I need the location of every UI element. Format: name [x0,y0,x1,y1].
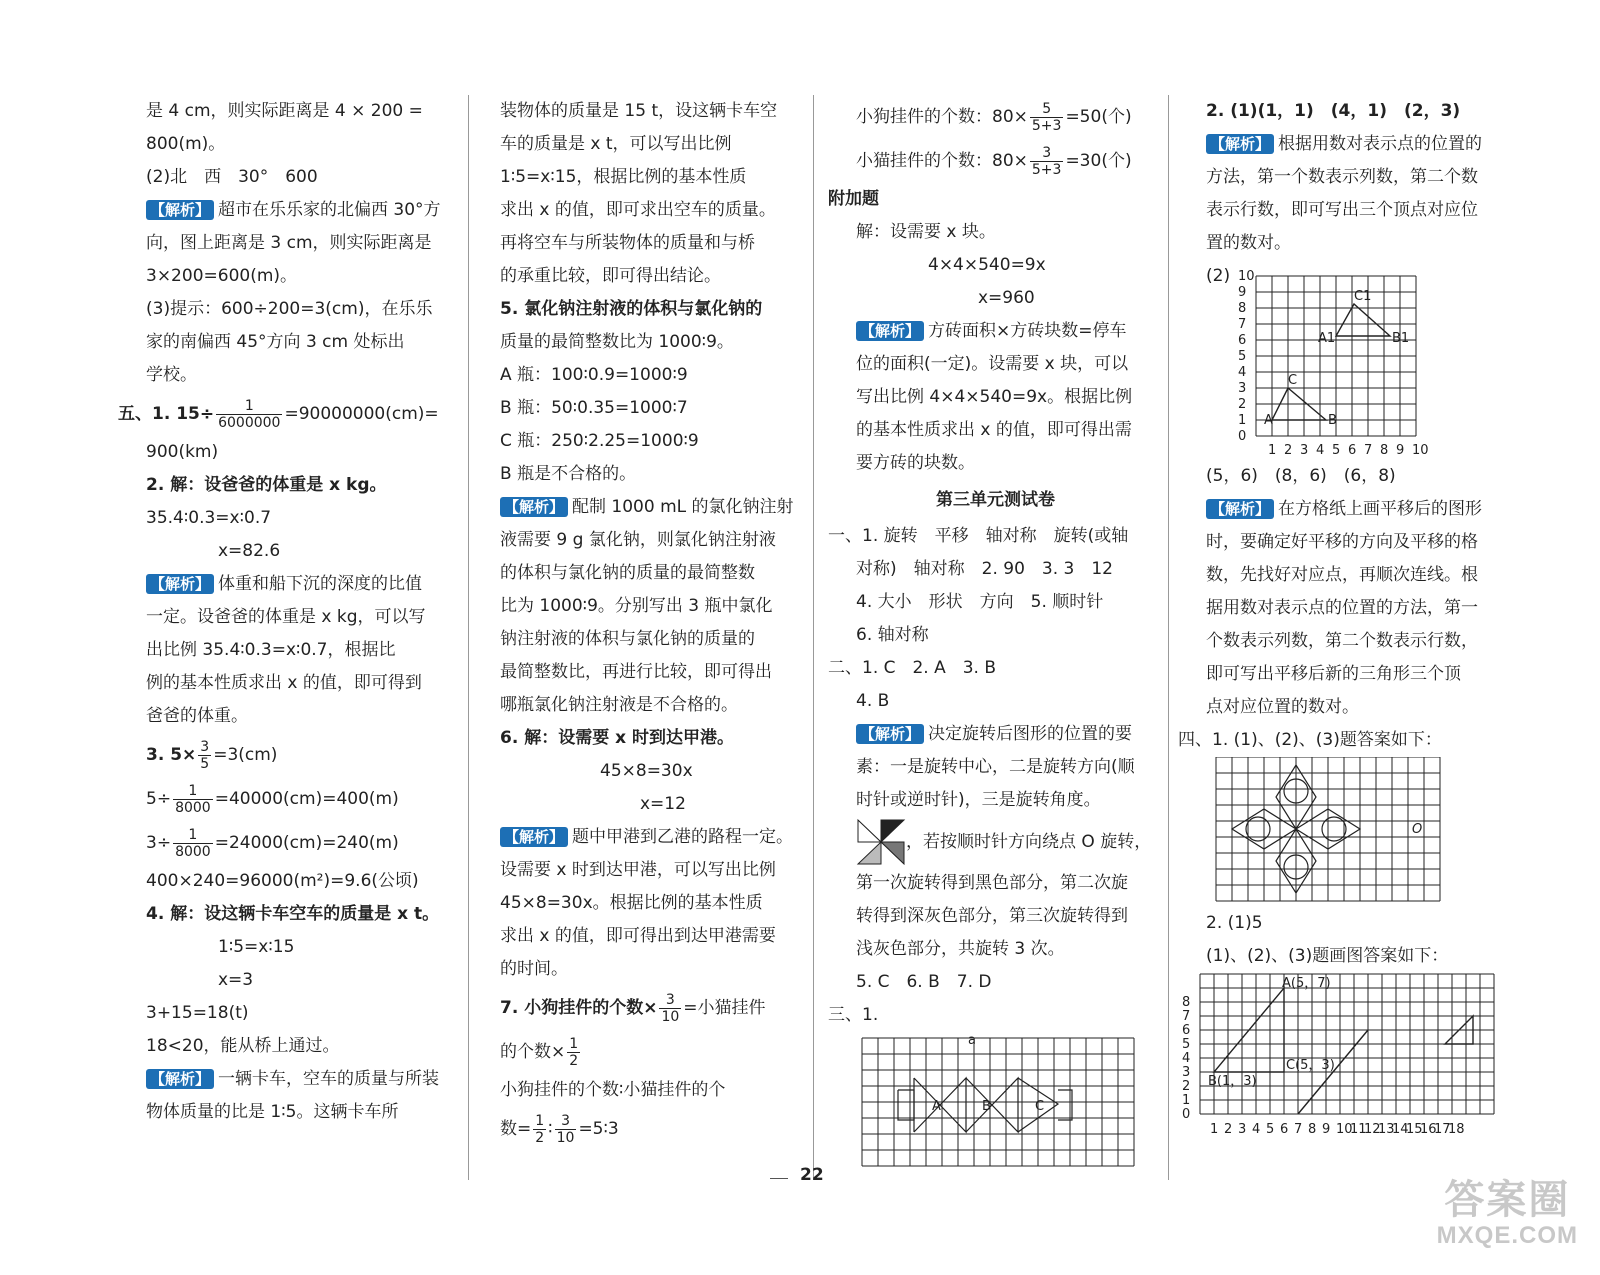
analysis-tag: 【解析】 [856,321,924,341]
pinwheel-line [828,817,1163,867]
text-line: 表示行数，即可写出三个顶点对应位 [1206,200,1478,220]
tick-label: 1 [1268,443,1277,458]
numerator: 1 [173,827,213,844]
unit-title: 第三单元测试卷 [936,490,1055,510]
label-C: C [1288,373,1298,388]
text-line: 最简整数比，再进行比较，即可得出 [500,662,772,682]
text-line: x=82.6 [218,541,281,561]
text-line: 向，图上距离是 3 cm，则实际距离是 [146,233,432,253]
label-O: O [1412,822,1423,837]
text-line: 例的基本性质求出 x 的值，即可得到 [146,673,422,693]
numerator: 3 [555,1113,577,1130]
denominator: 2 [535,1129,545,1146]
text-line: 4×4×540=9x [928,255,1046,275]
text: =5∶3 [578,1119,619,1139]
text: 3. 5× [146,745,197,765]
coordinate-grid-3 [1178,973,1583,1137]
text-line: 装物体的质量是 15 t，设这辆卡车空 [500,101,778,121]
tick-label: 8 [1182,995,1191,1010]
text-line: 位的面积(一定)。设需要 x 块，可以 [856,354,1129,374]
text: =30(个) [1065,151,1132,171]
tick-label: 4 [1252,1122,1261,1137]
fraction [173,783,213,816]
tick-label: 9 [1396,443,1405,458]
column-divider [1168,95,1169,1180]
text: =50(个) [1065,107,1132,127]
fraction [555,1113,577,1146]
text-line: 的承重比较，即可得出结论。 [500,266,721,286]
tick-label: 6 [1182,1023,1191,1038]
analysis-tag: 【解析】 [500,497,568,517]
text: 3÷ [146,833,172,853]
analysis-line [500,491,802,524]
text-line: 18<20，能从桥上通过。 [146,1036,340,1056]
label-C1: C1 [1354,289,1372,304]
formula-line [118,821,456,865]
text-line: B 瓶：50∶0.35=1000∶7 [500,398,688,418]
tick-label: 5 [1332,443,1341,458]
tick-label: 10 [1238,269,1255,284]
watermark-text: 答案圈 [1444,1178,1571,1222]
tick-label: 2 [1238,397,1247,412]
text-line: 据用数对表示点的位置的方法，第一 [1206,598,1478,618]
text-line: 4. B [856,691,890,711]
text: 一辆卡车，空车的质量与所装 [218,1069,440,1089]
text-line: 设需要 x 时到达甲港，可以写出比例 [500,860,776,880]
analysis-tag: 【解析】 [146,574,214,594]
numerator: 1 [569,1035,579,1052]
tick-label: 5 [1266,1122,1275,1137]
column-2 [500,95,802,1151]
text-line: 第一次旋转得到黑色部分，第二次旋 [856,873,1128,893]
analysis-tag: 【解析】 [500,827,568,847]
analysis-tag: 【解析】 [1206,134,1274,154]
text-line: 3×200=600(m)。 [146,266,298,286]
text-line: 质量的最简整数比为 1000∶9。 [500,332,734,352]
grid-label-a: a [968,1033,976,1048]
tick-label: 10 [1336,1122,1353,1137]
text-line: 要方砖的块数。 [856,453,975,473]
text-line: 出比例 35.4∶0.3=x∶0.7，根据比 [146,640,396,660]
numerator: 3 [200,738,210,755]
text-line: x=3 [218,970,254,990]
text-line: 5. C 6. B 7. D [856,972,992,992]
tick-label: 1 [1238,413,1247,428]
tick-label: 13 [1378,1122,1395,1137]
text-line: 6. 轴对称 [856,625,929,645]
tick-label: 14 [1392,1122,1409,1137]
rotation-grid [1178,757,1583,907]
column-divider [813,95,814,1180]
text-line: (2)北 西 30° 600 [146,167,318,187]
column-3 [828,95,1163,1174]
text-line: 车的质量是 x t，可以写出比例 [500,134,732,154]
symmetry-grid [828,1032,1163,1174]
text-line: A 瓶：100∶0.9=1000∶9 [500,365,688,385]
denominator: 5+3 [1031,161,1062,178]
text: 决定旋转后图形的位置的要 [928,724,1133,744]
denominator: 5+3 [1031,117,1062,134]
tick-label: 12 [1364,1122,1381,1137]
text-line: 4. 大小 形状 方向 5. 顺时针 [856,592,1104,612]
text-line: 3+15=18(t) [146,1003,249,1023]
text: 7. 小狗挂件的个数× [500,998,658,1018]
text-line: 转得到深灰色部分，第三次旋转得到 [856,906,1128,926]
fraction [659,992,681,1025]
text-line: 45×8=30x。根据比例的基本性质 [500,893,763,913]
tick-label: 1 [1210,1122,1219,1137]
tick-label: 9 [1322,1122,1331,1137]
tick-label: 4 [1238,365,1247,380]
denominator: 8000 [175,843,211,860]
numerator: 1 [535,1112,545,1129]
analysis-tag: 【解析】 [146,1069,214,1089]
footer-dash [770,1178,788,1179]
label-A57: A(5，7) [1282,976,1331,991]
text-line: 的基本性质求出 x 的值，即可得出需 [856,420,1132,440]
formula-line [118,777,456,821]
text-line: 900(km) [146,442,219,462]
text-line: 的体积与氯化钠的质量的最简整数 [500,563,755,583]
watermark-url: MXQE.COM [1436,1222,1578,1249]
formula-line [828,139,1163,183]
text: 五、1. 15÷ [118,404,215,424]
label-C53: C(5，3) [1286,1058,1335,1073]
analysis-line [500,821,802,854]
tick-label: 5 [1238,349,1247,364]
analysis-tag: 【解析】 [856,724,924,744]
analysis-line [118,1063,456,1096]
text: =3(cm) [213,745,278,765]
analysis-tag: 【解析】 [1206,499,1274,519]
tick-label: 9 [1238,285,1247,300]
formula-line [500,1030,802,1074]
text: 方砖面积×方砖块数=停车 [928,321,1127,341]
text-line: 对称) 轴对称 2. 90 3. 3 12 [856,559,1113,579]
text-line: 置的数对。 [1206,233,1291,253]
text: 在方格纸上画平移后的图形 [1278,499,1483,519]
text-line: (3)提示：600÷200=3(cm)，在乐乐 [146,299,433,319]
pinwheel-figure [856,818,906,866]
rotation-grid-svg [1210,757,1450,903]
text-line: x=960 [978,288,1035,308]
column-4 [1178,95,1583,1137]
fraction [216,398,282,431]
tick-label: 17 [1434,1122,1451,1137]
text-line: 800(m)。 [146,134,226,154]
tick-label: 7 [1294,1122,1303,1137]
tick-label: 3 [1182,1065,1191,1080]
numerator: 3 [659,992,681,1009]
text: 根据用数对表示点的位置的 [1278,134,1483,154]
text-line: 方法，第一个数表示列数，第二个数 [1206,167,1478,187]
text-line: 四、1. (1)、(2)、(3)题答案如下： [1178,730,1442,750]
column-1 [118,95,456,1129]
fraction [1030,101,1064,134]
watermark [1437,1178,1578,1250]
denominator: 8000 [175,799,211,816]
formula-line [118,733,456,777]
label-B13: B(1，3) [1208,1074,1257,1089]
text-line: 学校。 [146,365,197,385]
denominator: 2 [569,1052,579,1069]
text: 超市在乐乐家的北偏西 30°方 [218,200,441,220]
tick-label: 10 [1412,443,1429,458]
text-line: 时，要确定好平移的方向及平移的格 [1206,532,1478,552]
text-line: 求出 x 的值，即可得出到达甲港需要 [500,926,776,946]
text-line: 5. 氯化钠注射液的体积与氯化钠的 [500,299,763,319]
text-line: (1)、(2)、(3)题画图答案如下： [1206,946,1449,966]
analysis-line [1178,128,1583,161]
analysis-line [828,315,1163,348]
page-number: 22 [800,1165,824,1185]
tick-label: 1 [1182,1093,1191,1108]
text-line: 400×240=96000(m²)=9.6(公顷) [146,871,419,891]
text-line: 35.4∶0.3=x∶0.7 [146,508,272,528]
tick-label: 18 [1448,1122,1465,1137]
text-line: 钠注射液的体积与氯化钠的质量的 [500,629,755,649]
text: 小猫挂件的个数：80× [856,151,1028,171]
fraction [173,827,213,860]
grid-label-B: B [982,1099,991,1114]
fraction [533,1113,546,1146]
formula-line [828,95,1163,139]
text-line: 1∶5=x∶15 [218,937,295,957]
analysis-line [1178,493,1583,526]
text-line: 解：设需要 x 块。 [856,222,996,242]
text-line: 一定。设爸爸的体重是 x kg，可以写 [146,607,426,627]
text-line: 4. 解：设这辆卡车空车的质量是 x t。 [146,904,440,924]
text-line: 一、1. 旋转 平移 轴对称 旋转(或轴 [828,526,1129,546]
text-line: 2. (1)5 [1206,913,1263,933]
text-line: 6. 解：设需要 x 时到达甲港。 [500,728,735,748]
tick-label: 15 [1406,1122,1423,1137]
formula-line [500,1107,802,1151]
tick-label: 2 [1284,443,1293,458]
analysis-line [118,194,456,227]
tick-label: 0 [1182,1107,1191,1122]
label-A: A [1264,413,1273,428]
text-line: 写出比例 4×4×540=9x。根据比例 [856,387,1133,407]
tick-label: 7 [1238,317,1247,332]
text-line: 数，先找好对应点，再顺次连线。根 [1206,565,1478,585]
text: 配制 1000 mL 的氯化钠注射 [572,497,794,517]
tick-label: 11 [1350,1122,1367,1137]
text-line: 45×8=30x [600,761,693,781]
text-line: 2. (1)(1，1) (4，1) (2，3) [1206,101,1461,121]
text-line: 爸爸的体重。 [146,706,248,726]
grid-label-C: C [1035,1099,1045,1114]
text: =小猫挂件 [683,998,766,1018]
text-line: 求出 x 的值，即可求出空车的质量。 [500,200,776,220]
tick-label: 8 [1238,301,1247,316]
tick-label: 0 [1238,429,1247,444]
grid-label-A: A [932,1099,941,1114]
label-B: B [1328,413,1337,428]
text: 体重和船下沉的深度的比值 [218,574,423,594]
fraction [567,1036,580,1069]
formula-line [500,986,802,1030]
text-line: 是 4 cm，则实际距离是 4 × 200 = [146,101,423,121]
grid-3-svg [1178,973,1518,1137]
tick-label: 4 [1316,443,1325,458]
text: ，若按顺时针方向绕点 O 旋转， [906,832,1152,852]
text: 小狗挂件的个数：80× [856,107,1028,127]
text: =90000000(cm)= [284,404,439,424]
text-line: 物体质量的比是 1∶5。这辆卡车所 [146,1102,399,1122]
text-line: x=12 [640,794,686,814]
text: 数= [500,1119,532,1139]
text-line: 点对应位置的数对。 [1206,697,1359,717]
coordinate-grid-1 [1178,260,1583,460]
grid-1-svg [1230,264,1430,460]
text-line: (5，6) (8，6) (6，8) [1206,466,1396,486]
analysis-line [118,568,456,601]
section-heading: 附加题 [828,189,879,209]
label-B1: B1 [1392,331,1410,346]
text: 题中甲港到乙港的路程一定。 [572,827,794,847]
fraction [198,739,211,772]
denominator: 10 [556,1129,575,1146]
text-line: 液需要 9 g 氯化钠，则氯化钠注射液 [500,530,776,550]
tick-label: 2 [1224,1122,1233,1137]
tick-label: 2 [1182,1079,1191,1094]
tick-label: 16 [1420,1122,1437,1137]
text-line: 二、1. C 2. A 3. B [828,658,997,678]
text: =24000(cm)=240(m) [214,833,399,853]
text: ∶ [548,1119,553,1139]
text-line: 1∶5=x∶15，根据比例的基本性质 [500,167,747,187]
column-divider [468,95,469,1180]
numerator: 5 [1030,101,1064,118]
text: (2) [1206,266,1231,286]
text-line: 家的南偏西 45°方向 3 cm 处标出 [146,332,405,352]
fraction [1030,145,1064,178]
denominator: 10 [661,1008,680,1025]
tick-label: 8 [1380,443,1389,458]
text: =40000(cm)=400(m) [214,789,399,809]
text-line: C 瓶：250∶2.25=1000∶9 [500,431,699,451]
denominator: 5 [200,755,210,772]
formula-line [118,392,456,436]
text-line: 时针或逆时针)，三是旋转角度。 [856,790,1101,810]
tick-label: 3 [1238,381,1247,396]
numerator: 3 [1030,145,1064,162]
numerator: 1 [216,398,282,415]
text-line: 三、1. [828,1005,879,1025]
text-line: 2. 解：设爸爸的体重是 x kg。 [146,475,387,495]
text-line: 再将空车与所装物体的质量和与桥 [500,233,755,253]
denominator: 6000000 [218,414,281,431]
text: 的个数× [500,1042,566,1062]
analysis-line [828,718,1163,751]
text-line: 的时间。 [500,959,568,979]
text-line: B 瓶是不合格的。 [500,464,637,484]
analysis-tag: 【解析】 [146,200,214,220]
text-line: 小狗挂件的个数∶小猫挂件的个 [500,1080,726,1100]
text-line: 比为 1000∶9。分别写出 3 瓶中氯化 [500,596,773,616]
tick-label: 7 [1182,1009,1191,1024]
tick-label: 6 [1348,443,1357,458]
tick-label: 5 [1182,1037,1191,1052]
tick-label: 6 [1238,333,1247,348]
label-A1: A1 [1318,331,1336,346]
tick-label: 4 [1182,1051,1191,1066]
text-line: 素：一是旋转中心，二是旋转方向(顺 [856,757,1135,777]
tick-label: 8 [1308,1122,1317,1137]
tick-label: 6 [1280,1122,1289,1137]
text: 5÷ [146,789,172,809]
tick-label: 7 [1364,443,1373,458]
tick-label: 3 [1238,1122,1247,1137]
numerator: 1 [173,783,213,800]
text-line: 即可写出平移后新的三角形三个顶 [1206,664,1461,684]
tick-label: 3 [1300,443,1309,458]
text-line: 浅灰色部分，共旋转 3 次。 [856,939,1065,959]
text-line: 个数表示列数，第二个数表示行数， [1206,631,1478,651]
text-line: 哪瓶氯化钠注射液是不合格的。 [500,695,738,715]
